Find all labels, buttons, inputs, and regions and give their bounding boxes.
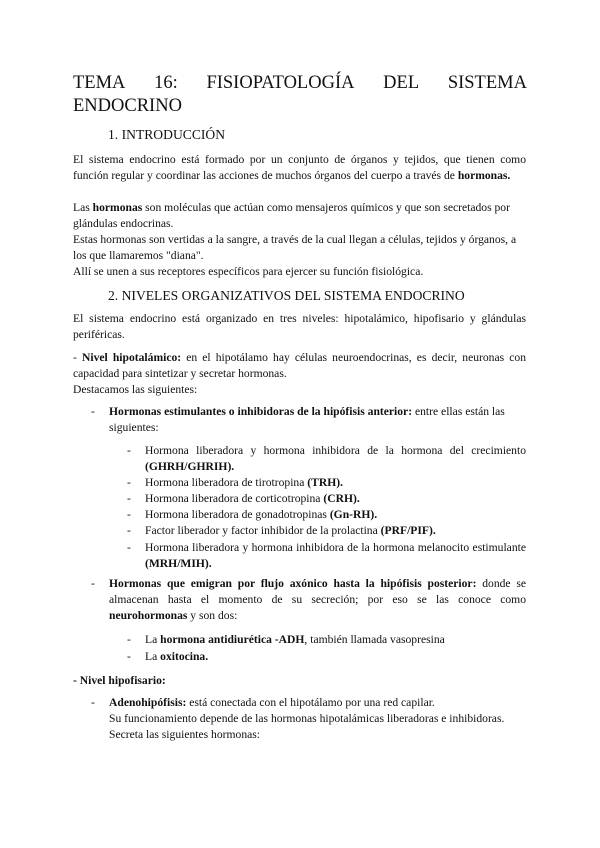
hipo-text: en el hipotálamo hay células neuroendocrinas, es decir, neuronas con capacidad para sintetizar y secretar hormonas. [73,351,526,381]
list-item [145,523,526,539]
list-item [145,540,526,572]
list-item-code: (CRH). [323,492,360,505]
list-item [145,649,526,665]
title-word: FISIOPATOLOGÍA [206,73,355,93]
title-line-2: ENDOCRINO [73,96,182,116]
list-item-bold: hormona antidiurética -ADH [160,633,305,646]
levels-intro: El sistema endocrino está organizado en tres niveles: hipotalámico, hipofisario y glándulas periféricas. [73,312,526,342]
list-item-bold: oxitocina. [160,650,209,663]
title-word: DEL [383,73,420,93]
title-word: 16: [154,73,178,93]
list-item-pre: La [145,650,158,663]
intro-paragraph-1 [73,152,526,184]
hipofisario-label: - Nivel hipofisario: [73,674,166,687]
bullet-dash: - [91,405,95,418]
list-dash: - [127,650,131,663]
list-dash: - [127,492,131,505]
list-dash: - [127,444,131,457]
adeno-line-3: Secreta las siguientes hormonas: [109,728,261,741]
intro-p2-post: son moléculas que actúan como mensajeros químicos y que son secretados por glándulas endocrinas. [73,201,510,231]
list-item-text: Hormona liberadora de tirotropina [145,476,305,489]
hipo-label: Nivel hipotalámico: [81,351,182,364]
destacamos-line: Destacamos las siguientes: [73,383,198,396]
intro-paragraph-3: Estas hormonas son vertidas a la sangre, a través de la cual llegan a células, tejidos y órganos, a los que llamaremos "diana". [73,233,517,263]
list-item [145,491,526,507]
bullet-adenohipofisis [109,695,526,711]
list-item-text: Hormona liberadora y hormona inhibidora de la hormona melanocito estimulante [145,541,526,554]
list-item-code: (TRH). [307,476,344,489]
list-item-pre: La [145,633,158,646]
bullet-dash: - [91,577,95,590]
bullet-anterior [109,404,526,436]
list-item-text: Factor liberador y factor inhibidor de la prolactina [145,524,378,537]
list-dash: - [127,508,131,521]
list-item-code: (PRF/PIF). [380,524,436,537]
list-item-text: Hormona liberadora de corticotropina [145,492,321,505]
bullet-posterior-text: donde se almacenan hasta el momento de su secreción; por eso se las conoce como [109,577,526,607]
list-item-code: (Gn-RH). [329,508,378,521]
list-item [145,443,526,475]
intro-paragraph-2 [73,200,526,232]
intro-paragraph-4: Allí se unen a sus receptores específicos para ejercer su función fisiológica. [73,265,424,278]
title-word: SISTEMA [447,73,527,93]
section-2-heading: 2. NIVELES ORGANIZATIVOS DEL SISTEMA ENDOCRINO [108,288,465,303]
bullet-posterior-bold: Hormonas que emigran por flujo axónico hasta la hipófisis posterior: [109,577,477,590]
section-1-heading: 1. INTRODUCCIÓN [108,127,226,142]
list-dash: - [127,524,131,537]
intro-p1-bold: hormonas. [457,169,511,183]
list-dash: - [127,633,131,646]
list-item-code: (MRH/MIH). [145,557,212,571]
bullet-dash: - [91,696,95,709]
list-item [145,507,526,523]
list-item-post: , también llamada vasopresina [304,633,445,646]
title-word: TEMA [73,73,126,93]
list-item-text: Hormona liberadora de gonadotropinas [145,508,327,521]
neurohormonas-term: neurohormonas [109,609,188,623]
bullet-posterior-tail: y son dos: [190,609,238,623]
list-item-text: Hormona liberadora y hormona inhibidora de la hormona del crecimiento [145,444,526,457]
list-item [145,632,526,648]
list-item-code: (GHRH/GHRIH). [145,460,235,474]
adeno-label: Adenohipófisis: [109,696,187,709]
bullet-anterior-text: entre ellas están las siguientes: [109,405,505,435]
adeno-text: está conectada con el hipotálamo por una red capilar. [189,696,435,709]
nivel-hipofisario [73,673,526,689]
intro-p1-text: El sistema endocrino está formado por un conjunto de órganos y tejidos, que tienen como función regular y coordinar las acciones de muchos órganos del cuerpo a través de [73,153,526,183]
adeno-line-2: Su funcionamiento depende de las hormonas hipotalámicas liberadoras e inhibidoras. [109,712,505,725]
nivel-hipotalamico [73,350,526,382]
list-item [145,475,526,491]
intro-p2-pre: Las [73,201,90,214]
bullet-posterior [109,576,526,625]
bullet-anterior-bold: Hormonas estimulantes o inhibidoras de la hipófisis anterior: [109,405,413,418]
intro-p2-bold: hormonas [92,201,143,214]
hipo-prefix: - [73,351,82,364]
list-dash: - [127,476,131,489]
list-dash: - [127,541,131,554]
document-title [73,72,527,118]
